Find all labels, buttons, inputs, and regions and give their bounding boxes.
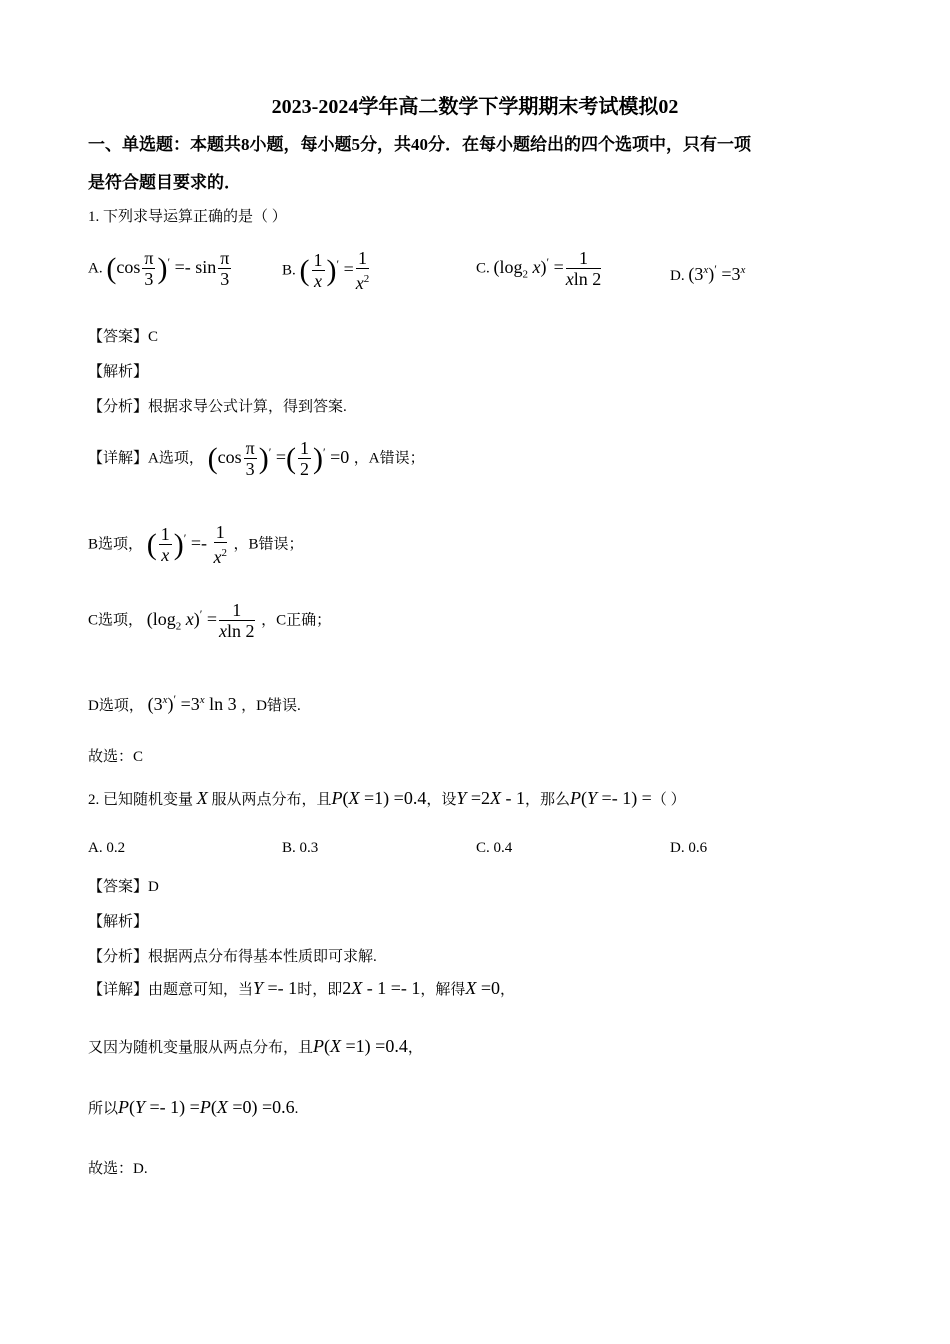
q2-analysis: 【分析】根据两点分布得基本性质即可求解. — [88, 949, 377, 965]
q1-option-a-formula: (cos $\frac{\pi}{3}$ )′ =- sin $\frac{\pi}{3}$ — [106, 248, 230, 289]
q1-answer: 【答案】C — [88, 329, 159, 345]
q1-detail-b-formula: ( $\frac{1}{x}$ )′ =- $\frac{1}{x^2}$ — [146, 522, 228, 567]
q1-option-d-label: D. — [670, 268, 685, 284]
q1-detail-c — [88, 600, 331, 641]
section-heading-line1: 一、单选题：本题共8小题，每小题5分，共40分．在每小题给出的四个选项中，只有一项 — [88, 135, 751, 154]
q2-detail-part1: 【详解】由题意可知，当 — [88, 982, 254, 998]
q2-analysis-head: 【解析】 — [88, 914, 149, 930]
q1-detail-d — [88, 692, 301, 715]
q1-option-b — [282, 248, 371, 293]
page-title: 2023-2024学年高二数学下学期期末考试模拟02 — [271, 96, 679, 118]
q1-option-c-label: C. — [476, 260, 490, 277]
q2-option-c: C. 0.4 — [476, 840, 513, 856]
q2-stem-math-x: X — [196, 788, 208, 808]
q1-option-b-formula: ( $\frac{1}{x}$ )′ = $\frac{1}{x^2}$ — [299, 248, 370, 293]
q1-detail-b — [88, 522, 304, 567]
q2-stem-part1: 2. 已知随机变量 — [88, 792, 194, 808]
q1-stem: 1. 下列求导运算正确的是（ ） — [88, 209, 287, 225]
q2-detail-part4: ， — [500, 982, 516, 998]
q1-detail-c-tail: ，C正确； — [261, 612, 332, 629]
q1-detail-b-tail: ，B错误； — [233, 536, 304, 553]
q2-stem-part3: ，设 — [426, 792, 457, 808]
q2-detail-3 — [88, 1097, 298, 1118]
q2-detail-2 — [88, 1036, 423, 1057]
q1-detail-c-formula: ($\log_2$ x)′ = $\frac{1}{xln 2}$ — [146, 600, 255, 641]
q1-option-d-formula: $(3^x)' =3^x$ — [688, 262, 746, 284]
q2-detail-part3: ，解得 — [420, 982, 466, 998]
q2-option-b: B. 0.3 — [282, 840, 319, 856]
q1-detail-a-head: 【详解】A选项， — [88, 450, 204, 467]
q1-detail-d-tail: ，D错误. — [241, 698, 301, 714]
q1-detail-d-head: D选项， — [88, 698, 144, 714]
q1-choose: 故选：C — [88, 749, 144, 765]
q2-stem — [88, 788, 686, 809]
q1-detail-a-formula: (cos $\frac{\pi}{3}$ )′ =( $\frac{1}{2}$ )′ =0 — [207, 438, 354, 479]
q2-answer: 【答案】D — [88, 879, 159, 895]
q1-option-a — [88, 248, 233, 289]
q2-detail-math-result: P(Y =- 1) =P(X =0) =0.6 — [118, 1097, 295, 1117]
q1-detail-b-head: B选项， — [88, 536, 144, 553]
q2-detail-part2: 时，即 — [297, 982, 343, 998]
q1-detail-a-tail: ，A错误； — [353, 450, 425, 467]
q2-stem-math-px: P(X =1) =0.4 — [331, 788, 427, 808]
q1-analysis: 【分析】根据求导公式计算，得到答案. — [88, 399, 347, 415]
q2-stem-part4: ，那么 — [525, 792, 571, 808]
q1-option-c-formula: ($\log_2$ x)′ = $\frac{1}{xln 2}$ — [493, 248, 602, 289]
q1-detail-a — [88, 438, 425, 479]
q2-detail-part6: ， — [407, 1040, 423, 1056]
q2-detail-math-x: X =0 — [465, 978, 501, 998]
q1-option-d — [670, 262, 745, 285]
q2-stem-part5: （ ） — [651, 792, 686, 808]
q2-detail-part8: . — [294, 1101, 299, 1117]
q2-detail-part7: 所以 — [88, 1101, 119, 1117]
q2-detail-math-eq: 2X - 1 =- 1 — [342, 978, 421, 998]
q1-option-a-label: A. — [88, 260, 103, 277]
q2-detail-part5: 又因为随机变量服从两点分布，且 — [88, 1040, 314, 1056]
q1-option-c — [476, 248, 603, 289]
q1-analysis-head: 【解析】 — [88, 364, 149, 380]
q1-detail-c-head: C选项， — [88, 612, 144, 629]
q1-detail-d-formula: $(3^x)' =3^x$ ln 3 — [147, 692, 242, 714]
q1-option-b-label: B. — [282, 262, 296, 279]
section-heading-line2: 是符合题目要求的． — [88, 173, 241, 192]
q2-option-a: A. 0.2 — [88, 840, 126, 856]
q2-stem-math-py: P(Y =- 1) = — [570, 788, 652, 808]
q2-detail-math-px: P(X =1) =0.4 — [313, 1036, 408, 1056]
q2-option-d: D. 0.6 — [670, 840, 708, 856]
q2-choose: 故选：D. — [88, 1161, 148, 1177]
q2-detail-math-y: Y =- 1 — [253, 978, 298, 998]
q2-stem-math-y: Y =2X - 1 — [456, 788, 526, 808]
q2-stem-part2: 服从两点分布，且 — [211, 792, 332, 808]
q2-detail-1 — [88, 978, 515, 999]
